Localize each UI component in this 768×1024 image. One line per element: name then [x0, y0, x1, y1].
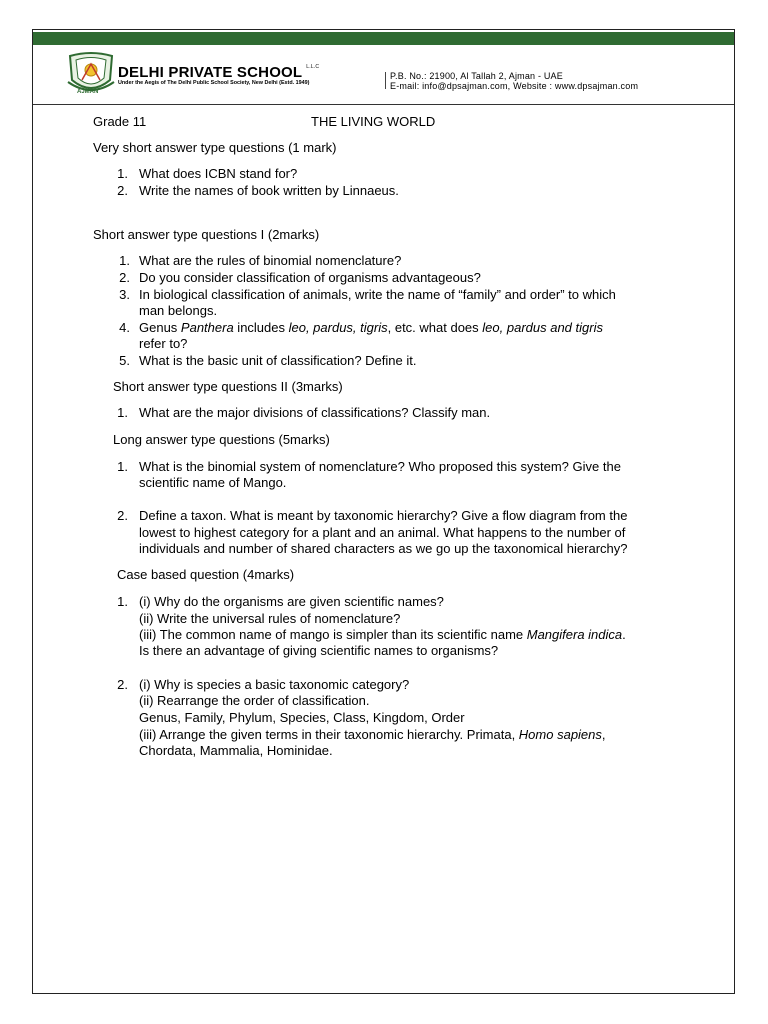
question-text: Genus Panthera includes leo, pardus, tigris, etc. what does leo, pardus and tigris: [139, 320, 603, 335]
question-text-continued: (iii) The common name of mango is simpler than its scientific name Mangifera indica.: [139, 627, 626, 642]
header-green-bar: [33, 32, 734, 45]
question-text: Define a taxon. What is meant by taxonomic hierarchy? Give a flow diagram from the: [139, 508, 628, 523]
question-text-continued: (iii) Arrange the given terms in their taxonomic hierarchy. Primata, Homo sapiens,: [139, 727, 606, 742]
question-number: 1.: [119, 253, 130, 268]
question-text: (i) Why is species a basic taxonomic category?: [139, 677, 410, 692]
question-number: 4.: [119, 320, 130, 335]
question-number: 1.: [117, 405, 128, 420]
question-number: 2.: [117, 677, 128, 692]
question-text: What does ICBN stand for?: [139, 166, 298, 181]
question-text-continued: individuals and number of shared characters as we go up the taxonomical hierarchy?: [139, 541, 628, 556]
address-line: P.B. No.: 21900, Al Tallah 2, Ajman - UAE: [390, 71, 563, 81]
question-text-continued: man belongs.: [139, 303, 218, 318]
question-text: In biological classification of animals, write the name of “family” and order” to which: [139, 287, 616, 302]
section-heading-long: Long answer type questions (5marks): [113, 432, 330, 447]
question-text-continued: Is there an advantage of giving scientific names to organisms?: [139, 643, 499, 658]
question-text-continued: (ii) Write the universal rules of nomenclature?: [139, 611, 401, 626]
document-title: THE LIVING WORLD: [311, 114, 436, 129]
question-text: (i) Why do the organisms are given scientific names?: [139, 594, 444, 609]
section-heading-short-1: Short answer type questions I (2marks): [93, 227, 320, 242]
question-text: Write the names of book written by Linnaeus.: [139, 183, 399, 198]
question-text: What are the rules of binomial nomenclature?: [139, 253, 402, 268]
question-number: 2.: [117, 508, 128, 523]
question-number: 5.: [119, 353, 130, 368]
question-text-continued: (ii) Rearrange the order of classification.: [139, 693, 370, 708]
section-heading-short-2: Short answer type questions II (3marks): [113, 379, 343, 394]
question-number: 2.: [119, 270, 130, 285]
school-name: DELHI PRIVATE SCHOOL $^{L.L.C}$: [118, 64, 320, 81]
question-text-continued: refer to?: [139, 336, 188, 351]
question-text: What is the binomial system of nomenclature? Who proposed this system? Give the: [139, 459, 621, 474]
question-text-continued: Genus, Family, Phylum, Species, Class, Kingdom, Order: [139, 710, 465, 725]
question-number: 1.: [117, 594, 128, 609]
question-text: What is the basic unit of classification? Define it.: [139, 353, 417, 368]
section-heading-case-based: Case based question (4marks): [117, 567, 295, 582]
question-number: 3.: [119, 287, 130, 302]
grade-label: Grade 11: [93, 114, 147, 129]
question-number: 2.: [117, 183, 128, 198]
email-website-line: E-mail: info@dpsajman.com, Website : www.dpsajman.com: [390, 81, 639, 91]
question-text-continued: Chordata, Mammalia, Hominidae.: [139, 743, 333, 758]
header-separator: [385, 72, 386, 89]
header-divider: [33, 104, 734, 105]
question-text-continued: lowest to highest category for a plant and an animal. What happens to the number of: [139, 525, 626, 540]
question-number: 1.: [117, 166, 128, 181]
question-text: Do you consider classification of organisms advantageous?: [139, 270, 481, 285]
contact-block: [390, 71, 638, 91]
question-number: 1.: [117, 459, 128, 474]
question-text: What are the major divisions of classifications? Classify man.: [139, 405, 491, 420]
section-heading-very-short: Very short answer type questions (1 mark): [93, 140, 337, 155]
school-aegis-line: Under the Aegis of The Delhi Public School Society, New Delhi (Estd. 1949): [118, 80, 310, 86]
crest-location-label: AJMAN: [77, 89, 99, 95]
question-text-continued: scientific name of Mango.: [139, 475, 287, 490]
